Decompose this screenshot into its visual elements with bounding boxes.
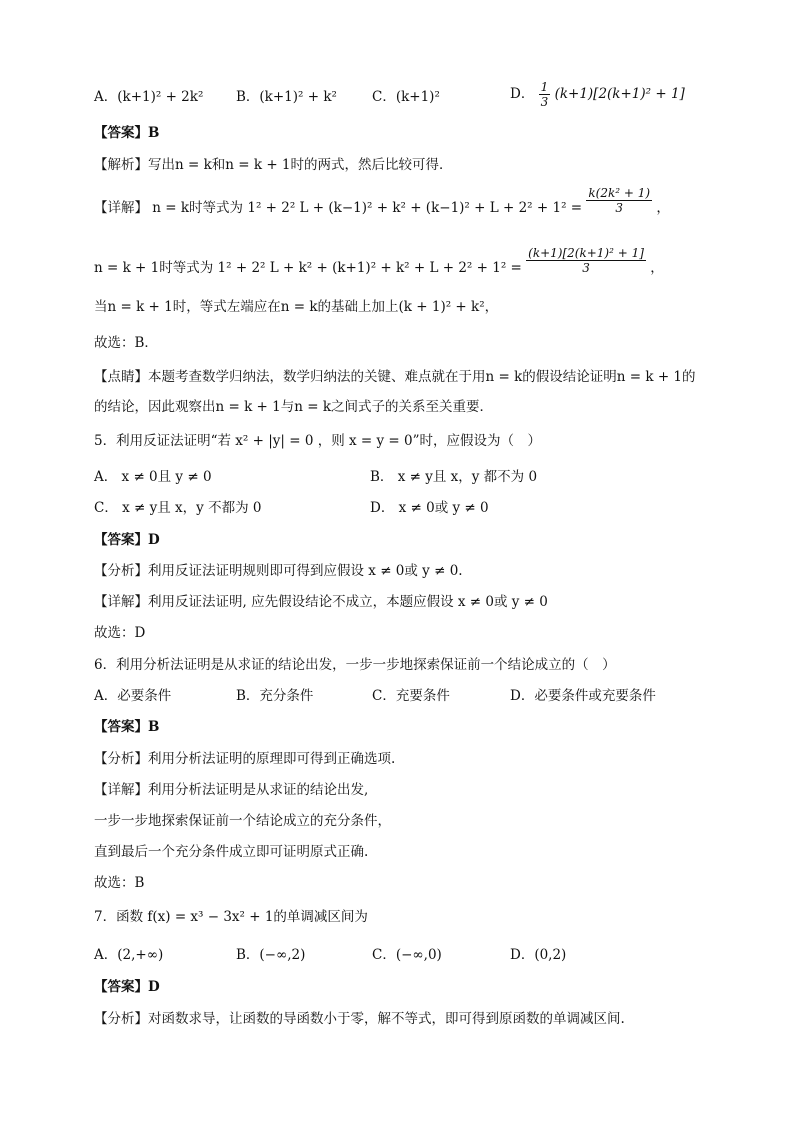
q4-comment-line1: 【点睛】本题考查数学归纳法，数学归纳法的关键、难点就在于用n = k的假设结论证明n = k + 1的 <box>94 369 696 385</box>
q5-option-c: C． x ≠ y且 x，y 不都为 0 <box>94 500 262 516</box>
q7-option-d: D．(0,2) <box>510 947 567 963</box>
q4-analysis: 【解析】写出n = k和n = k + 1时的两式，然后比较可得． <box>94 157 453 173</box>
q4-detail2-prefix: n = k + 1时等式为 1² + 2² L + k² + (k+1)² + k² + L + 2² + 1² = <box>94 260 527 276</box>
q6-detail-line3: 直到最后一个充分条件成立即可证明原式正确. <box>94 844 369 860</box>
q4-detail2-suffix: ， <box>650 260 664 276</box>
q5-answer: 【答案】D <box>94 532 160 548</box>
q6-option-c: C．充要条件 <box>372 688 450 704</box>
q5-choose: 故选：D <box>94 625 146 641</box>
q7-option-c: C．(−∞,0) <box>372 947 442 963</box>
q7-stem: 7．函数 f(x) = x³ − 3x² + 1的单调减区间为 <box>94 909 368 925</box>
q4-detail2-fraction <box>526 246 646 275</box>
q4-option-d-coef-num: 1 <box>540 80 549 94</box>
q5-detail: 【详解】利用反证法证明, 应先假设结论不成立，本题应假设 x ≠ 0或 y ≠ 0 <box>94 594 548 610</box>
q5-option-a: A． x ≠ 0且 y ≠ 0 <box>94 469 212 485</box>
q7-answer: 【答案】D <box>94 979 160 995</box>
q4-comment-line2: 的结论，因此观察出n = k + 1与n = k之间式子的关系至关重要． <box>94 399 494 415</box>
q4-detail1-prefix: 【详解】 n = k时等式为 1² + 2² L + (k−1)² + k² + (k−1)² + L + 2² + 1² = <box>94 200 587 216</box>
q4-option-a: A．(k+1)² + 2k² <box>94 89 204 105</box>
q4-detail-line3: 当n = k + 1时，等式左端应在n = k的基础上加上(k + 1)² + k²， <box>94 299 499 315</box>
q4-answer: 【答案】B <box>94 125 160 141</box>
q6-answer: 【答案】B <box>94 719 160 735</box>
q7-option-a: A．(2,+∞) <box>94 947 164 963</box>
q4-option-d-coef-den: 3 <box>540 95 549 109</box>
q4-option-d-rest: (k+1)[2(k+1)² + 1] <box>554 86 685 102</box>
q4-detail1-frac-den: 3 <box>615 201 624 215</box>
q4-option-c: C．(k+1)² <box>372 89 440 105</box>
q6-option-a: A．必要条件 <box>94 688 172 704</box>
q7-option-b: B．(−∞,2) <box>236 947 306 963</box>
q4-detail2-frac-den: 3 <box>582 261 590 275</box>
q5-option-b: B． x ≠ y且 x，y 都不为 0 <box>370 469 538 485</box>
q4-detail1-frac-num: k(2k² + 1) <box>588 186 651 200</box>
q4-option-d-coef <box>539 80 551 109</box>
q5-analysis: 【分析】利用反证法证明规则即可得到应假设 x ≠ 0或 y ≠ 0. <box>94 563 463 579</box>
q6-option-b: B．充分条件 <box>236 688 314 704</box>
q4-detail1-suffix: ， <box>656 200 670 216</box>
q4-option-d-label: D． <box>510 86 535 102</box>
q6-detail-line1: 【详解】利用分析法证明是从求证的结论出发, <box>94 782 369 798</box>
q6-detail-line2: 一步一步地探索保证前一个结论成立的充分条件， <box>94 813 391 829</box>
q6-analysis: 【分析】利用分析法证明的原理即可得到正确选项. <box>94 751 396 767</box>
q7-analysis: 【分析】对函数求导，让函数的导函数小于零，解不等式，即可得到原函数的单调减区间. <box>94 1011 625 1027</box>
q6-choose: 故选：B <box>94 875 145 891</box>
q5-stem: 5．利用反证法证明“若 x² + |y| = 0 ，则 x = y = 0”时，应假设为（ ） <box>94 433 542 449</box>
q4-detail1-fraction <box>586 186 652 215</box>
q4-detail-line2 <box>94 246 664 283</box>
q4-detail-line1 <box>94 186 670 223</box>
q6-option-d: D．必要条件或充要条件 <box>510 688 656 704</box>
q6-stem: 6．利用分析法证明是从求证的结论出发，一步一步地探索保证前一个结论成立的（ ） <box>94 657 616 673</box>
q4-detail2-frac-num: (k+1)[2(k+1)² + 1] <box>528 246 644 260</box>
q4-choose: 故选：B． <box>94 335 158 351</box>
q5-option-d: D． x ≠ 0或 y ≠ 0 <box>370 500 489 516</box>
q4-option-d <box>510 80 685 109</box>
q4-option-b: B．(k+1)² + k² <box>236 89 337 105</box>
